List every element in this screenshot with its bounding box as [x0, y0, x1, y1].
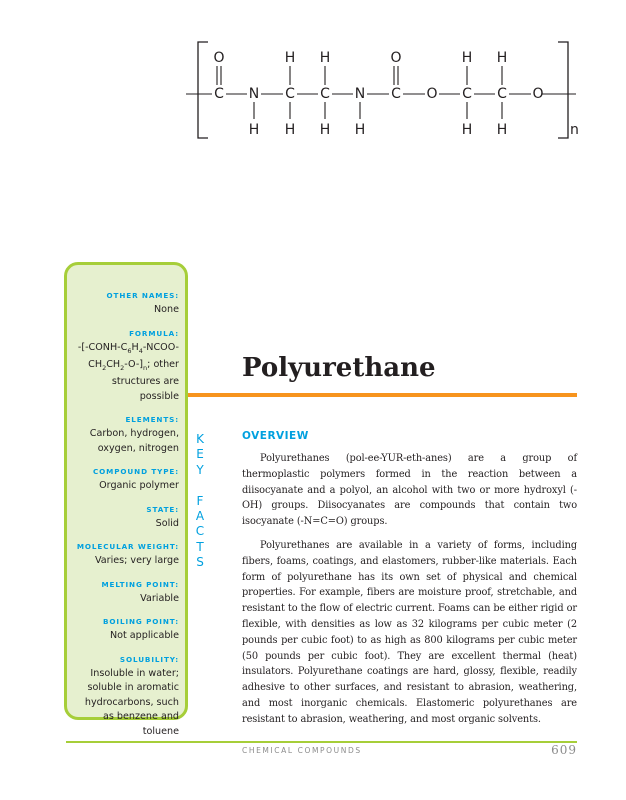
- fact-label: ELEMENTS:: [125, 415, 179, 425]
- atom-label: N: [354, 86, 366, 102]
- atom-label: H: [284, 50, 296, 66]
- fact-label: FORMULA:: [129, 328, 179, 338]
- side-letter: E: [196, 447, 204, 462]
- polyurethane-structure-diagram: [0, 0, 626, 160]
- atom-label: H: [461, 122, 473, 138]
- key-facts-sidebar: [64, 262, 188, 737]
- atom-label: H: [319, 50, 331, 66]
- side-letter: Y: [196, 462, 204, 477]
- fact-formula: [71, 329, 179, 405]
- repeat-subscript: n: [570, 122, 579, 138]
- fact-value: Solid: [155, 517, 179, 529]
- fact-label: OTHER NAMES:: [106, 291, 179, 300]
- atom-label: C: [497, 86, 507, 102]
- fact-value: Varies; very large: [94, 555, 179, 567]
- section-heading-overview: OVERVIEW: [242, 430, 309, 442]
- paragraph: Polyurethanes (pol-ee-YUR-eth-anes) are a group of thermoplastic polymers formed in the reaction between a diisocyanate and a polyol, an alcohol with two or more hydroxyl (-OH) groups. Diisocyanates are compounds that contain two isocyanate (-N=C=O) groups.: [242, 453, 577, 528]
- fact-value: None: [153, 304, 179, 315]
- fact-label: BOILING POINT:: [103, 617, 179, 627]
- fact-molecular-weight: [71, 542, 179, 569]
- page-number: 609: [551, 743, 577, 757]
- paragraph: Polyurethanes are available in a variety of forms, including fibers, foams, coatings, and elastomers, rubber-like materials. Each form of polyurethane has its own set of physical and chemical properties. For example, fibers are moisture proof, stretchable, and resistant to the flow of electric current. Foams can be either rigid or flexible, with densities as low as 32 kilograms per cubic meter (2 pounds per cubic foot) to as high as 800 kilograms per cubic meter (50 pounds per cubic foot). They are excellent thermal (heat) insulators. Polyurethane coatings are hard, glossy, flexible, readily adhesive to other surfaces, and resistant to abrasion, weathering, and most inorganic chemicals. Elastomeric polyurethanes are resistant to abrasion, weathering, and most organic solvents.: [242, 539, 577, 725]
- atom-label: C: [320, 86, 330, 102]
- fact-compound-type: [71, 467, 179, 494]
- fact-elements: [71, 415, 179, 456]
- key-facts-side-label: [186, 432, 214, 571]
- fact-value: Carbon, hydrogen, oxygen, nitrogen: [89, 428, 179, 454]
- title-rule: [188, 393, 577, 397]
- side-letter: K: [196, 432, 204, 446]
- atom-label: O: [213, 50, 225, 66]
- atom-label: C: [214, 86, 224, 102]
- side-letter: F: [196, 493, 204, 508]
- footer-rule: [66, 741, 577, 743]
- top-atoms: [213, 50, 507, 66]
- atom-label: C: [285, 86, 295, 102]
- side-letter: A: [195, 509, 205, 524]
- side-letter: C: [195, 524, 205, 539]
- left-bracket: [198, 42, 208, 138]
- atom-label: N: [248, 86, 260, 102]
- atom-label: H: [354, 122, 366, 138]
- fact-label: STATE:: [146, 504, 179, 514]
- atom-label: H: [248, 122, 260, 138]
- footer-section-label: CHEMICAL COMPOUNDS: [242, 746, 362, 755]
- fact-label: MELTING POINT:: [101, 579, 179, 589]
- article-body: [242, 430, 577, 736]
- fact-state: [71, 505, 179, 532]
- atom-label: H: [284, 122, 296, 138]
- fact-value: Insoluble in water; soluble in aromatic hydrocarbons, such as benzene and toluene: [84, 667, 179, 737]
- fact-melting-point: [71, 580, 179, 607]
- fact-value: Organic polymer: [99, 480, 179, 492]
- page-title: Polyurethane: [242, 353, 436, 383]
- atom-label: O: [532, 86, 544, 102]
- fact-solubility: [71, 655, 179, 740]
- atom-label: H: [319, 122, 331, 138]
- fact-boiling-point: [71, 617, 179, 644]
- fact-other-names: [71, 291, 179, 318]
- right-bracket: [558, 42, 568, 138]
- atom-label: O: [390, 50, 402, 66]
- atom-label: H: [496, 122, 508, 138]
- fact-label: SOLUBILITY:: [119, 654, 179, 664]
- fact-value: Not applicable: [109, 630, 179, 642]
- formula-value: $-[-CONH-C_6H_4-NCOO-$ $CH_2CH_2-O-]_n$; other structures are possible: [77, 341, 179, 402]
- side-letter: T: [196, 539, 204, 554]
- side-letter: S: [196, 555, 204, 570]
- fact-value: Variable: [140, 592, 179, 604]
- side-spacer: [186, 478, 214, 493]
- atom-label: O: [426, 86, 438, 102]
- bottom-atoms: [249, 122, 508, 138]
- atom-label: H: [496, 50, 508, 66]
- atom-label: C: [391, 86, 401, 102]
- fact-label: COMPOUND TYPE:: [93, 467, 179, 477]
- atom-label: H: [461, 50, 473, 66]
- atom-label: C: [462, 86, 472, 102]
- fact-label: MOLECULAR WEIGHT:: [76, 542, 179, 552]
